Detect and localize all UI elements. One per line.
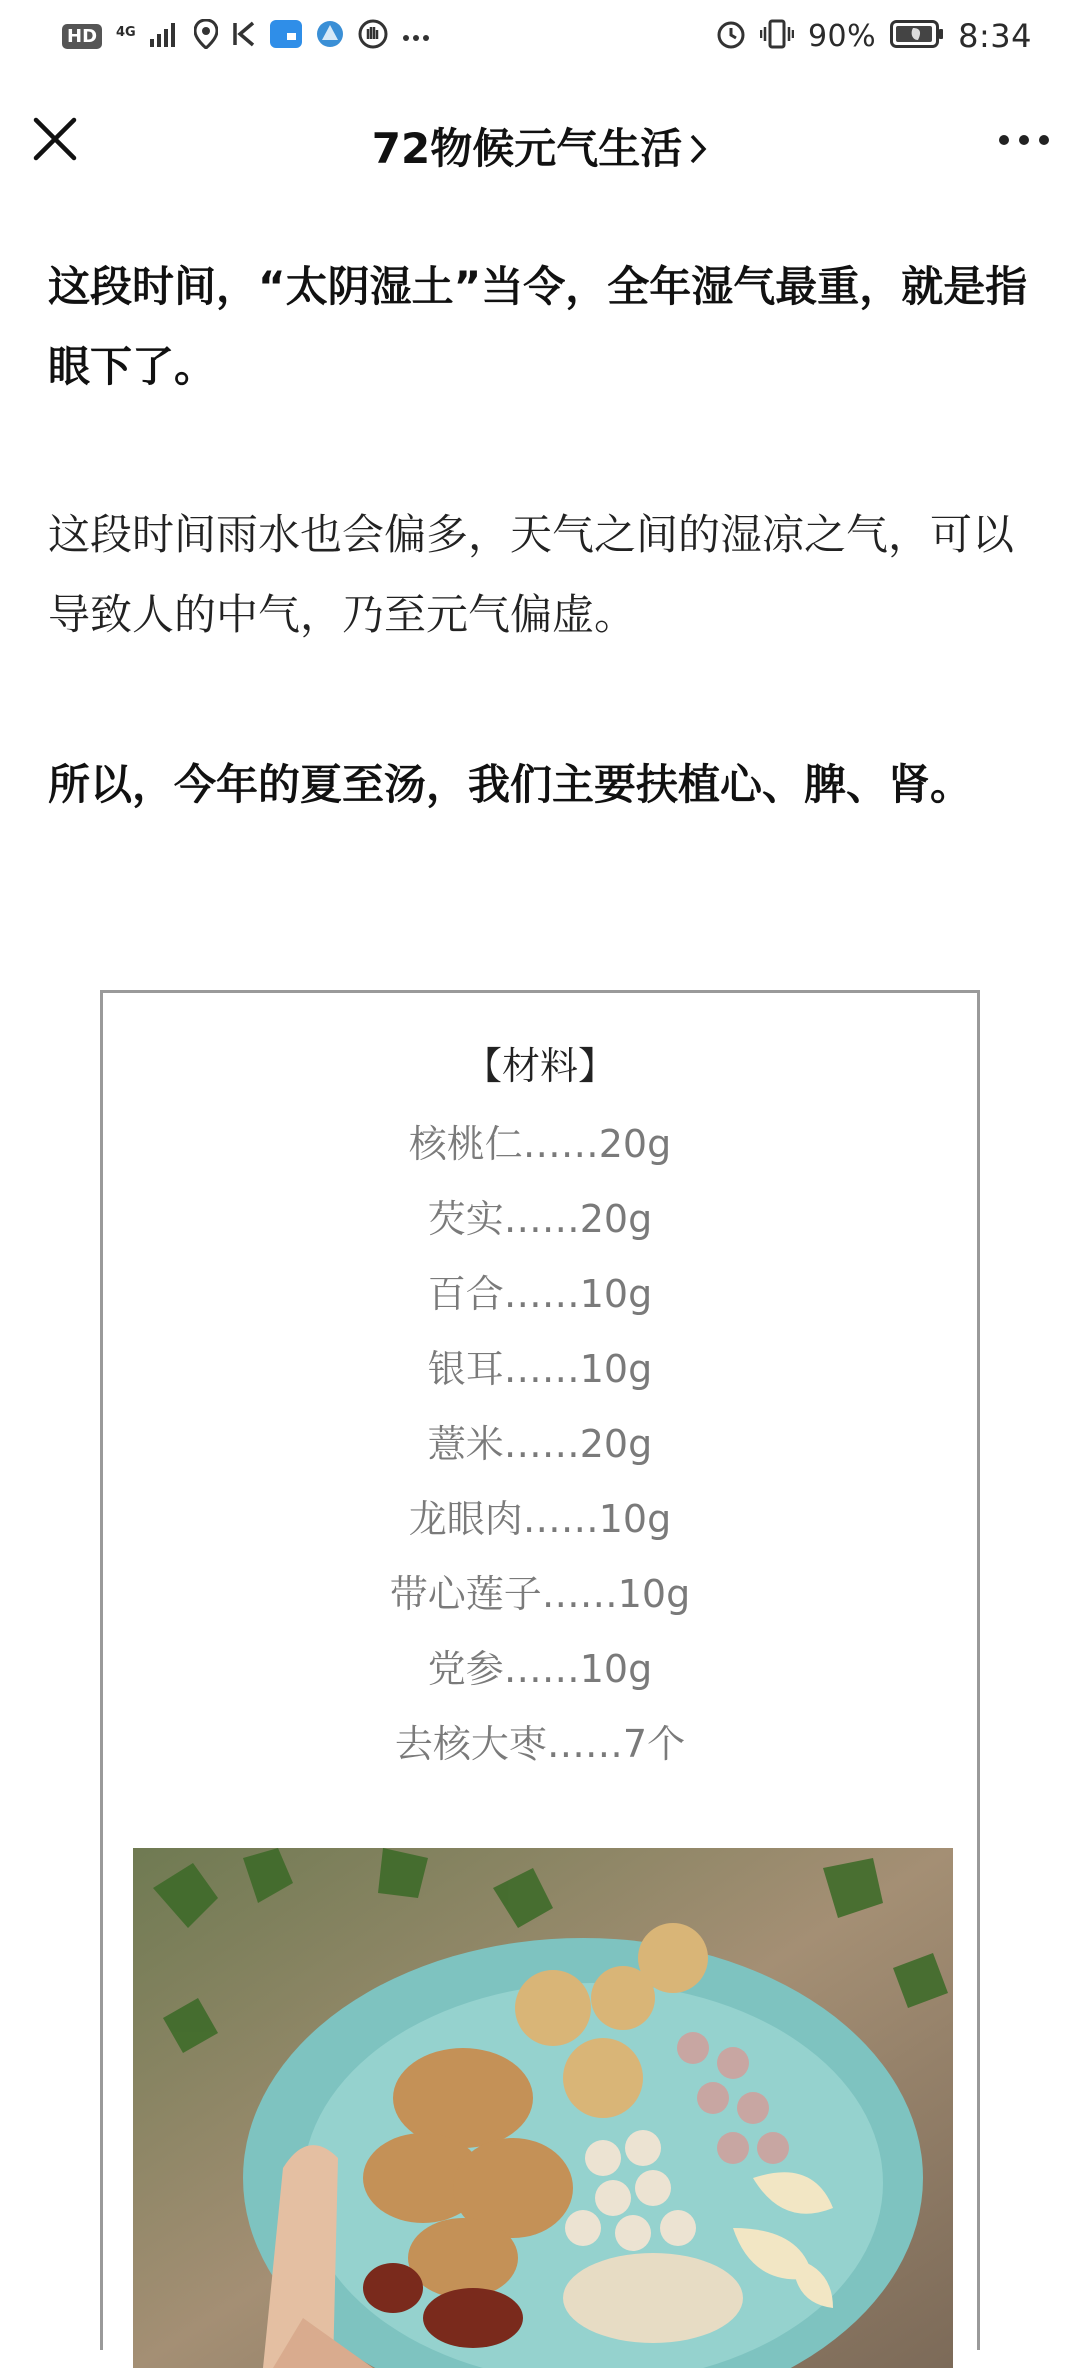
article-paragraph-3: 所以，今年的夏至汤，我们主要扶植心、脾、肾。 xyxy=(48,760,973,809)
more-button[interactable] xyxy=(988,120,1060,160)
ingredient-item: 去核大枣……7个 xyxy=(394,1722,686,1766)
ingredient-item: 党参……10g xyxy=(427,1647,653,1691)
battery-percent: 90% xyxy=(807,18,877,54)
kuaishou-icon xyxy=(232,21,256,51)
ingredients-photo[interactable] xyxy=(133,1848,953,2368)
battery-icon xyxy=(890,20,944,52)
ingredient-list xyxy=(103,1107,977,1782)
status-bar-left xyxy=(62,19,430,53)
ingredient-item: 核桃仁……20g xyxy=(408,1122,672,1166)
ingredient-item: 银耳……10g xyxy=(427,1347,653,1391)
ingredients-card xyxy=(100,990,980,2350)
location-icon xyxy=(194,19,218,53)
network-type: 4G xyxy=(116,24,136,40)
hd-badge: HD xyxy=(62,24,102,49)
ingredient-item: 龙眼肉……10g xyxy=(408,1497,672,1541)
card-title: 【材料】 xyxy=(463,1044,616,1088)
more-icon-dot xyxy=(1019,135,1029,145)
ingredient-item: 百合……10g xyxy=(427,1272,653,1316)
status-bar xyxy=(0,0,1080,72)
app-notification-icon xyxy=(270,20,302,52)
vibrate-icon xyxy=(760,19,794,53)
article-paragraph-1: 这段时间，“太阴湿土”当令，全年湿气最重，就是指眼下了。 xyxy=(48,262,1028,391)
ingredient-item: 芡实……20g xyxy=(427,1197,653,1241)
ingredient-item: 带心莲子……10g xyxy=(389,1572,691,1616)
alarm-icon xyxy=(716,19,746,53)
browser-icon xyxy=(316,20,344,52)
clock: 8:34 xyxy=(958,17,1032,55)
nav-bar xyxy=(0,80,1080,200)
more-notifications-icon xyxy=(402,27,430,46)
more-icon xyxy=(999,135,1009,145)
status-bar-right xyxy=(716,17,1032,55)
account-title-link[interactable] xyxy=(0,116,1080,176)
article-paragraph-2: 这段时间雨水也会偏多，天气之间的湿凉之气，可以导致人的中气，乃至元气偏虚。 xyxy=(48,510,1015,639)
ingredient-item: 薏米……20g xyxy=(427,1422,653,1466)
chevron-right-icon xyxy=(688,127,708,176)
signal-icon xyxy=(150,21,180,51)
account-title: 72物候元气生活 xyxy=(371,124,683,173)
hand-icon xyxy=(358,19,388,53)
more-icon-dot xyxy=(1039,135,1049,145)
